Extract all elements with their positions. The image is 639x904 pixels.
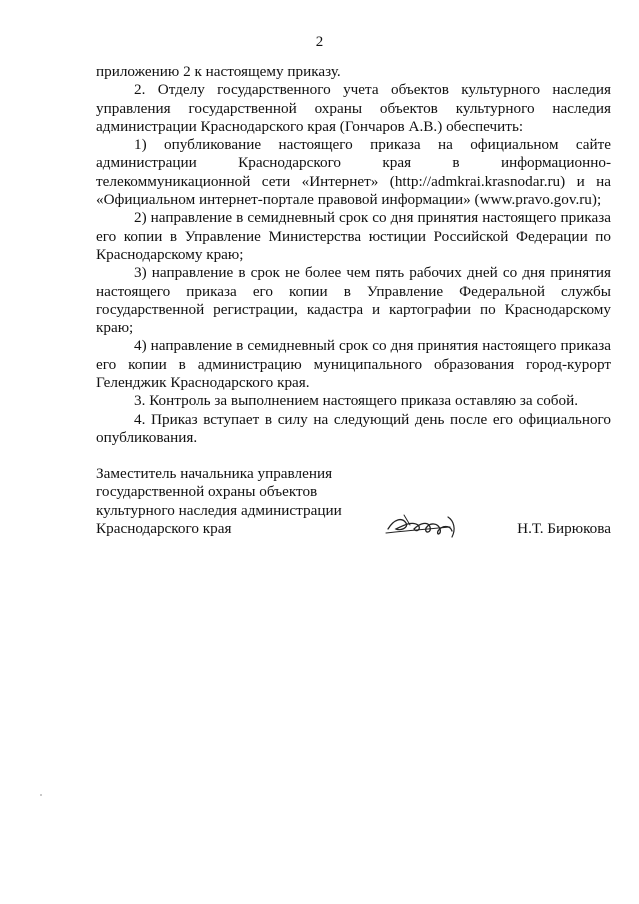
paragraph-subitem-3: 3) направление в срок не более чем пять рабочих дней со дня принятия настоящего приказа его копии в Управление Федеральной службы государственной регистрации, кадастра и картографии по Краснодарскому краю; bbox=[96, 264, 611, 337]
signer-position-line: культурного наследия администрации bbox=[96, 501, 342, 519]
handwritten-signature bbox=[384, 507, 466, 541]
signer-position-line: государственной охраны объектов bbox=[96, 483, 318, 501]
document-body bbox=[96, 63, 611, 447]
paragraph-item-3: 3. Контроль за выполнением настоящего приказа оставляю за собой. bbox=[134, 392, 579, 410]
page-number: 2 bbox=[315, 34, 324, 50]
paragraph-continuation: приложению 2 к настоящему приказу. bbox=[96, 63, 341, 80]
signer-position-line: Заместитель начальника управления bbox=[96, 465, 333, 482]
paragraph-subitem-2: 2) направление в семидневный срок со дня принятия настоящего приказа его копии в Управление Министерства юстиции Российской Федерации по Краснодарскому краю; bbox=[96, 209, 611, 263]
paragraph-subitem-1: 1) опубликование настоящего приказа на официальном сайте администрации Краснодарского края в информационно-телекоммуникационной сети «Интернет» (http://admkrai.krasnodar.ru) и на «Официальном интернет-портале правовой информации» (www.pravo.gov.ru); bbox=[96, 136, 611, 209]
paragraph-item-4: 4. Приказ вступает в силу на следующий день после его официального опубликования. bbox=[96, 410, 611, 446]
signer-position-line: Краснодарского края bbox=[96, 519, 232, 537]
paragraph-subitem-4: 4) направление в семидневный срок со дня принятия настоящего приказа его копии в администрацию муниципального образования город-курорт Геленджик Краснодарского края. bbox=[96, 337, 611, 392]
signer-name: Н.Т. Бирюкова bbox=[517, 520, 611, 537]
paragraph-item-2: 2. Отделу государственного учета объектов культурного наследия управления государственной охраны объектов культурного наследия администрации Краснодарского края (Гончаров А.В.) обеспечить: bbox=[96, 81, 611, 135]
signature-block bbox=[96, 465, 611, 538]
scan-artifact bbox=[40, 794, 42, 796]
